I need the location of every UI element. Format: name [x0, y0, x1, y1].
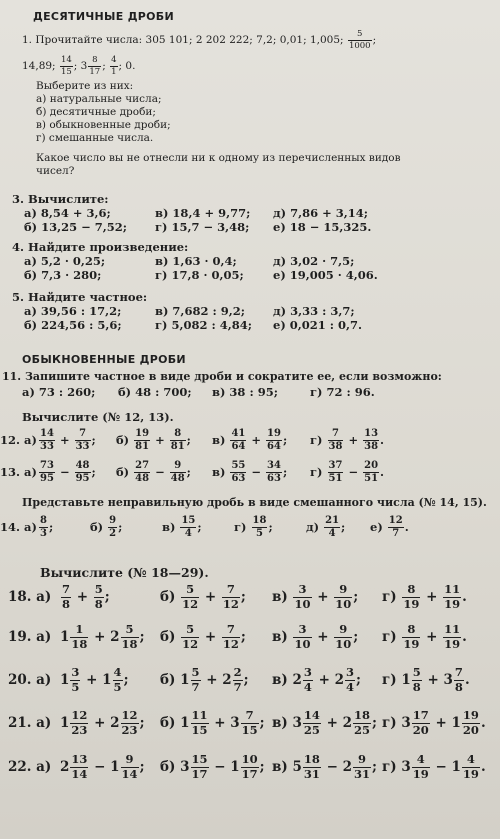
ex19-item-g: г) $\frac{8}{19}$ + $\frac{11}{19}$ . — [382, 622, 467, 651]
ex18-item-v: в) $\frac{3}{10}$ + $\frac{9}{10}$ ; — [272, 582, 359, 611]
calc-12-13-heading: Вычислите (№ 12, 13). — [22, 410, 174, 424]
ex3-item-v: в) 18,4 + 9,77; — [155, 206, 251, 220]
exercise-14-row — [0, 514, 430, 540]
question-line-2: чисел? — [36, 165, 75, 177]
ex14-item-v: в) $\frac{15}{4}$ ; — [162, 514, 202, 539]
ex12-item-a: $\frac{14}{33}$ + $\frac{7}{33}$ ; — [40, 427, 96, 452]
ex12-item-v: в) $\frac{41}{64}$ + $\frac{19}{64}$ ; — [212, 427, 288, 452]
exercise-13-row — [0, 460, 400, 484]
ex22-item-a: 2 $\frac{13}{14}$ − 1 $\frac{9}{14}$ ; — [60, 752, 145, 781]
section-title-decimal: ДЕСЯТИЧНЫЕ ДРОБИ — [33, 10, 174, 23]
exercise-1-lead: 1. Прочитайте числа: 305 101; 2 202 222; 7,2; 0,01; 1,005; $\frac{5}{1000}$ ; — [22, 29, 377, 51]
ex14-item-e: е) $\frac{12}{7}$ . — [370, 514, 409, 539]
calc-18-29-heading: Вычислите (№ 18—29). — [40, 565, 209, 580]
ex21-item-b: б) 1 $\frac{11}{15}$ + 3 $\frac{7}{15}$ ; — [160, 708, 265, 737]
exercise-3-lead: 3. Вычислите: — [12, 192, 109, 206]
ex20-item-v: в) 2 $\frac{3}{4}$ + 2 $\frac{3}{4}$ ; — [272, 665, 362, 694]
ex19-number: 19. а) — [8, 629, 52, 645]
ex18-item-g: г) $\frac{8}{19}$ + $\frac{11}{19}$ . — [382, 582, 467, 611]
ex22-item-b: б) 3 $\frac{15}{17}$ − 1 $\frac{10}{17}$ ; — [160, 752, 265, 781]
ex3-item-d: д) 7,86 + 3,14; — [273, 206, 369, 220]
ex4-item-b: б) 7,3 · 280; — [24, 268, 102, 282]
ex5-item-g: г) 5,082 : 4,84; — [155, 318, 253, 332]
ex13-item-g: г) $\frac{37}{51}$ − $\frac{20}{51}$ . — [310, 459, 385, 484]
number-zero: 0. — [125, 60, 136, 72]
ex20-number: 20. а) — [8, 672, 52, 688]
ex11-item-a: а) 73 : 260; — [22, 385, 96, 399]
ex22-number: 22. а) — [8, 759, 52, 775]
ex4-item-g: г) 17,8 · 0,05; — [155, 268, 244, 282]
ex11-item-g: г) 72 : 96. — [310, 385, 375, 399]
ex3-item-a: а) 8,54 + 3,6; — [24, 206, 111, 220]
ex5-item-d: д) 3,33 : 3,7; — [273, 304, 355, 318]
option-b: б) десятичные дроби; — [36, 106, 156, 118]
exercise-4-lead: 4. Найдите произведение: — [12, 240, 189, 254]
exercise-18-row — [8, 582, 482, 612]
ex4-item-v: в) 1,63 · 0,4; — [155, 254, 237, 268]
exercise-5-lead: 5. Найдите частное: — [12, 290, 148, 304]
exercise-12-row — [0, 428, 400, 452]
choose-text: Выберите из них: — [36, 80, 134, 92]
ex14-item-d: д) $\frac{21}{4}$ ; — [306, 514, 346, 539]
fraction-8-17: $\frac{8}{17}$ — [89, 55, 101, 77]
fraction-14-15: $\frac{14}{15}$ — [60, 55, 72, 77]
exercise-22-row — [8, 752, 486, 782]
question-line-1: Какое число вы не отнесли ни к одному из перечисленных видов — [36, 152, 401, 164]
ex18-item-b: б) $\frac{5}{12}$ + $\frac{7}{12}$ ; — [160, 582, 246, 611]
exercise-21-row — [8, 708, 486, 738]
ex22-item-g: г) 3 $\frac{4}{19}$ − 1 $\frac{4}{19}$ . — [382, 752, 486, 781]
ex20-item-b: б) 1 $\frac{5}{7}$ + 2 $\frac{2}{7}$ ; — [160, 665, 249, 694]
ex14-item-g: г) $\frac{18}{5}$ ; — [234, 514, 273, 539]
ex18-number: 18. а) — [8, 589, 52, 605]
ex12-number: 12. а) — [0, 433, 37, 447]
ex5-item-a: а) 39,56 : 17,2; — [24, 304, 122, 318]
ex14-item-a: $\frac{8}{3}$ ; — [40, 514, 54, 539]
ex3-item-g: г) 15,7 − 3,48; — [155, 220, 250, 234]
improper-heading: Представьте неправильную дробь в виде смешанного числа (№ 14, 15). — [22, 496, 487, 509]
ex14-item-b: б) $\frac{9}{2}$ ; — [90, 514, 123, 539]
fraction-4-1: $\frac{4}{1}$ — [111, 55, 117, 77]
ex19-item-v: в) $\frac{3}{10}$ + $\frac{9}{10}$ ; — [272, 622, 359, 651]
ex19-item-b: б) $\frac{5}{12}$ + $\frac{7}{12}$ ; — [160, 622, 246, 651]
ex11-item-v: в) 38 : 95; — [212, 385, 278, 399]
ex20-item-g: г) 1 $\frac{5}{8}$ + 3 $\frac{7}{8}$ . — [382, 665, 470, 694]
ex21-item-v: в) 3 $\frac{14}{25}$ + 2 $\frac{18}{25}$ ; — [272, 708, 378, 737]
ex12-item-g: г) $\frac{7}{38}$ + $\frac{13}{38}$ . — [310, 427, 385, 452]
ex5-item-v: в) 7,682 : 9,2; — [155, 304, 245, 318]
ex3-item-b: б) 13,25 − 7,52; — [24, 220, 128, 234]
exercise-1-text: 1. Прочитайте числа: 305 101; 2 202 222; 7,2; 0,01; 1,005; — [22, 34, 344, 46]
ex14-number: 14. а) — [0, 520, 37, 534]
ex13-number: 13. а) — [0, 465, 37, 479]
ex18-item-a: $\frac{7}{8}$ + $\frac{5}{8}$ ; — [62, 582, 110, 611]
ex5-item-e: е) 0,021 : 0,7. — [273, 318, 363, 332]
option-d: г) смешанные числа. — [36, 132, 154, 144]
option-c: в) обыкновенные дроби; — [36, 119, 171, 131]
ex4-item-d: д) 3,02 · 7,5; — [273, 254, 355, 268]
ex22-item-v: в) 5 $\frac{18}{31}$ − 2 $\frac{9}{31}$ ; — [272, 752, 378, 781]
exercise-19-row — [8, 622, 482, 652]
section-title-common: ОБЫКНОВЕННЫЕ ДРОБИ — [22, 353, 186, 366]
ex13-item-v: в) $\frac{55}{63}$ − $\frac{34}{63}$ ; — [212, 459, 288, 484]
ex13-item-b: б) $\frac{27}{48}$ − $\frac{9}{48}$ ; — [116, 459, 191, 484]
ex5-item-b: б) 224,56 : 5,6; — [24, 318, 122, 332]
ex21-number: 21. а) — [8, 715, 52, 731]
fraction-5-1000: $\frac{5}{1000}$ — [348, 29, 371, 51]
exercise-1-line2: 14,89; $\frac{14}{15}$ ; 3 $\frac{8}{17}$ ; $\frac{4}{1}$ ; 0. — [22, 55, 136, 77]
ex4-item-e: е) 19,005 · 4,06. — [273, 268, 378, 282]
ex13-item-a: $\frac{73}{95}$ − $\frac{48}{95}$ ; — [40, 459, 96, 484]
ex21-item-g: г) 3 $\frac{17}{20}$ + 1 $\frac{19}{20}$ . — [382, 708, 486, 737]
number-14-89: 14,89; — [22, 60, 56, 72]
ex19-item-a: 1 $\frac{1}{18}$ + 2 $\frac{5}{18}$ ; — [60, 622, 145, 651]
ex20-item-a: 1 $\frac{3}{5}$ + 1 $\frac{4}{5}$ ; — [60, 665, 129, 694]
ex4-item-a: а) 5,2 · 0,25; — [24, 254, 106, 268]
ex12-item-b: б) $\frac{19}{81}$ + $\frac{8}{81}$ ; — [116, 427, 191, 452]
exercise-20-row — [8, 665, 482, 695]
option-a: а) натуральные числа; — [36, 93, 162, 105]
ex3-item-e: е) 18 − 15,325. — [273, 220, 372, 234]
exercise-11-lead: 11. Запишите частное в виде дроби и сократите ее, если возможно: — [2, 370, 442, 383]
mixed-whole-3: 3 — [80, 60, 88, 72]
ex21-item-a: 1 $\frac{12}{23}$ + 2 $\frac{12}{23}$ ; — [60, 708, 145, 737]
ex11-item-b: б) 48 : 700; — [118, 385, 192, 399]
